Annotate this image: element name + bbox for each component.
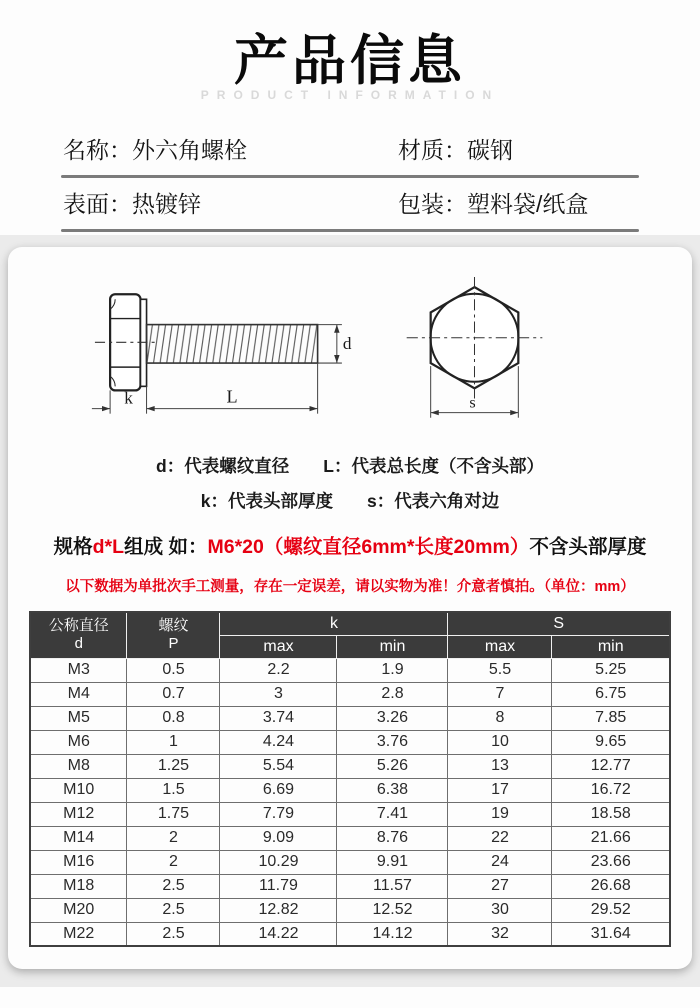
header-group-k: k (220, 612, 448, 635)
product-info (0, 124, 700, 232)
spec-cell: 1 (127, 730, 220, 754)
info-row (0, 124, 700, 175)
bolt-technical-drawing (40, 275, 660, 441)
table-row (30, 778, 670, 802)
table-row (30, 802, 670, 826)
spec-cell: 2 (127, 850, 220, 874)
spec-cell: 32 (448, 922, 552, 946)
legend-d: d：代表螺纹直径 (156, 456, 290, 476)
info-row (0, 178, 700, 229)
spec-cell: 11.79 (220, 874, 337, 898)
spec-cell: 1.25 (127, 754, 220, 778)
table-row (30, 730, 670, 754)
spec-cell: 6.69 (220, 778, 337, 802)
spec-cell: 9.91 (337, 850, 448, 874)
spec-cell: 2.5 (127, 922, 220, 946)
header-s-max: max (448, 635, 552, 658)
header-s-min: min (552, 635, 670, 658)
spec-cell: 12.52 (337, 898, 448, 922)
spec-cell: 3 (220, 682, 337, 706)
header-group-s: S (448, 612, 670, 635)
spec-cell: 9.65 (552, 730, 670, 754)
spec-table (29, 611, 671, 947)
spec-cell: 14.22 (220, 922, 337, 946)
dimension-legend-line-2 (8, 488, 692, 513)
spec-cell: 10 (448, 730, 552, 754)
spec-cell: M22 (30, 922, 127, 946)
spec-cell: M12 (30, 802, 127, 826)
dim-label-d: d (342, 333, 352, 353)
spec-cell: 29.52 (552, 898, 670, 922)
spec-cell: M20 (30, 898, 127, 922)
spec-card (8, 247, 692, 969)
spec-cell: 21.66 (552, 826, 670, 850)
spec-cell: 5.26 (337, 754, 448, 778)
dim-label-L: L (226, 386, 238, 407)
spec-cell: 22 (448, 826, 552, 850)
spec-cell: M16 (30, 850, 127, 874)
spec-cell: 1.9 (337, 658, 448, 682)
header (0, 0, 700, 124)
spec-cell: M18 (30, 874, 127, 898)
table-row (30, 754, 670, 778)
info-packaging-value: 塑料袋/纸盒 (467, 191, 589, 217)
info-surface (63, 186, 398, 219)
spec-cell: 0.7 (127, 682, 220, 706)
spec-cell: 6.38 (337, 778, 448, 802)
table-row (30, 658, 670, 682)
info-surface-value: 热镀锌 (132, 191, 201, 217)
info-material (398, 132, 513, 165)
spec-cell: 1.75 (127, 802, 220, 826)
legend-s: s：代表六角对边 (367, 491, 500, 511)
spec-cell: 0.8 (127, 706, 220, 730)
spec-cell: 31.64 (552, 922, 670, 946)
spec-cell: 24 (448, 850, 552, 874)
spec-cell: 2 (127, 826, 220, 850)
spec-cell: 1.5 (127, 778, 220, 802)
spec-cell: 27 (448, 874, 552, 898)
header-text: d (74, 635, 83, 653)
spec-cell: M4 (30, 682, 127, 706)
table-row (30, 850, 670, 874)
spec-cell: 18.58 (552, 802, 670, 826)
info-surface-label: 表面： (63, 191, 132, 217)
info-material-value: 碳钢 (467, 137, 513, 163)
info-name (63, 132, 398, 165)
divider (61, 229, 639, 232)
spec-table-body (30, 658, 670, 946)
dimension-legend-line-1 (8, 453, 692, 478)
spec-cell: M3 (30, 658, 127, 682)
spec-cell: 2.5 (127, 898, 220, 922)
spec-cell: 2.5 (127, 874, 220, 898)
info-packaging-label: 包装： (398, 191, 467, 217)
table-row (30, 922, 670, 946)
spec-cell: 0.5 (127, 658, 220, 682)
header-thread-pitch (127, 612, 220, 658)
spec-cell: M5 (30, 706, 127, 730)
spec-cell: 19 (448, 802, 552, 826)
legend-k: k：代表头部厚度 (200, 491, 333, 511)
spec-cell: 2.8 (337, 682, 448, 706)
spec-cell: 5.25 (552, 658, 670, 682)
table-row (30, 874, 670, 898)
header-text: P (168, 635, 179, 653)
spec-segment: 规格 (53, 536, 93, 558)
header-k-min: min (337, 635, 448, 658)
spec-cell: 8.76 (337, 826, 448, 850)
dim-label-k: k (124, 388, 133, 408)
spec-cell: 7 (448, 682, 552, 706)
spec-cell: 3.74 (220, 706, 337, 730)
spec-cell: 2.2 (220, 658, 337, 682)
spec-format-line (8, 531, 692, 559)
spec-cell: 16.72 (552, 778, 670, 802)
header-nominal-diameter (30, 612, 127, 658)
dim-label-s: s (469, 393, 476, 412)
table-row (30, 682, 670, 706)
spec-cell: 17 (448, 778, 552, 802)
spec-cell: 5.54 (220, 754, 337, 778)
spec-cell: 9.09 (220, 826, 337, 850)
spec-cell: 13 (448, 754, 552, 778)
spec-cell: 10.29 (220, 850, 337, 874)
measurement-disclaimer: 以下数据为单批次手工测量，存在一定误差，请以实物为准！介意者慎拍。（单位：mm） (65, 579, 635, 595)
spec-segment: 不含头部厚度 (529, 536, 647, 558)
legend-L: L：代表总长度（不含头部） (323, 456, 544, 476)
spec-cell: 26.68 (552, 874, 670, 898)
spec-cell: 7.79 (220, 802, 337, 826)
info-name-value: 外六角螺栓 (132, 137, 247, 163)
spec-cell: 8 (448, 706, 552, 730)
page-subtitle: PRODUCT INFORMATION (200, 88, 500, 103)
info-name-label: 名称： (63, 137, 132, 163)
spec-cell: 5.5 (448, 658, 552, 682)
header-text: 公称直径 (48, 616, 109, 634)
spec-cell: 14.12 (337, 922, 448, 946)
bolt-side-view (92, 294, 352, 413)
spec-cell: M8 (30, 754, 127, 778)
spec-cell: M14 (30, 826, 127, 850)
spec-cell: 12.82 (220, 898, 337, 922)
spec-cell: 4.24 (220, 730, 337, 754)
spec-table-header (30, 612, 670, 658)
table-row (30, 706, 670, 730)
spec-cell: 11.57 (337, 874, 448, 898)
spec-cell: 7.41 (337, 802, 448, 826)
header-text: 螺纹 (158, 616, 189, 634)
spec-segment: M6*20（螺纹直径6mm*长度20mm） (207, 536, 530, 558)
page-title: 产品信息 (234, 31, 466, 91)
table-row (30, 826, 670, 850)
spec-segment: 组成 如： (124, 536, 208, 558)
spec-cell: 30 (448, 898, 552, 922)
spec-cell: 7.85 (552, 706, 670, 730)
table-row (30, 898, 670, 922)
spec-cell: 6.75 (552, 682, 670, 706)
header-k-max: max (220, 635, 337, 658)
lower-section (0, 235, 700, 987)
bolt-hex-view (407, 277, 543, 418)
info-material-label: 材质： (398, 137, 467, 163)
spec-cell: M6 (30, 730, 127, 754)
info-packaging (398, 186, 588, 219)
spec-cell: M10 (30, 778, 127, 802)
spec-cell: 3.76 (337, 730, 448, 754)
spec-segment: d*L (92, 536, 125, 558)
spec-cell: 23.66 (552, 850, 670, 874)
spec-cell: 3.26 (337, 706, 448, 730)
spec-cell: 12.77 (552, 754, 670, 778)
